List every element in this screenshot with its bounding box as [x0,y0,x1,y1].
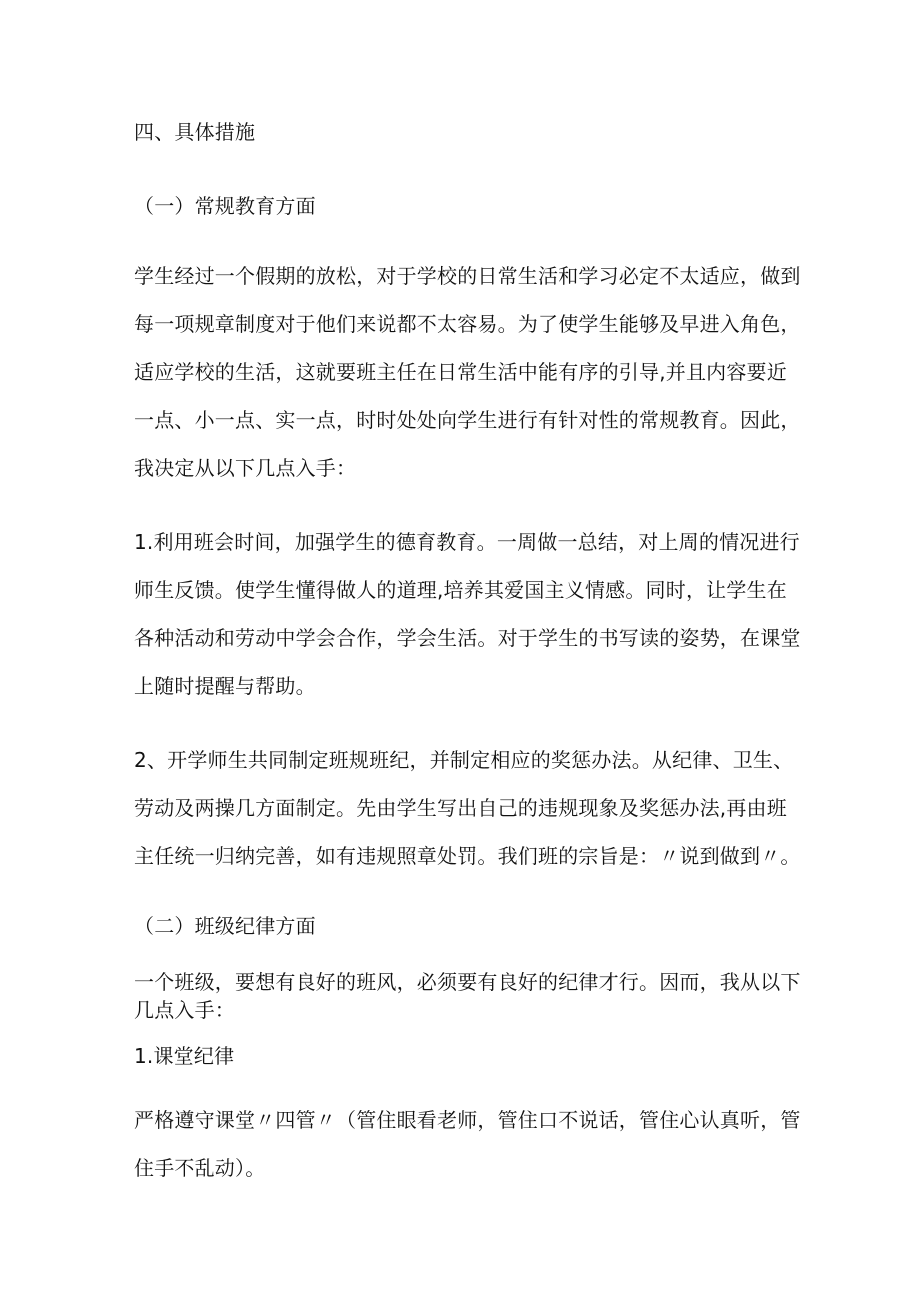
part2-item1-heading: 1.课堂纪律 [134,1044,235,1068]
part1-intro-line-2: 每一项规章制度对于他们来说都不太容易。为了使学生能够及早进入角色， [134,312,801,336]
part1-item2-line-2: 劳动及两操几方面制定。先由学生写出自己的违规现象及奖惩办法,再由班 [134,796,787,820]
section-heading: 四、具体措施 [134,120,256,144]
part1-intro-line-4: 一点、小一点、实一点，时时处处向学生进行有针对性的常规教育。因此， [134,408,801,432]
part1-item1-line-2: 师生反馈。使学生懂得做人的道理,培养其爱国主义情感。同时，让学生在 [134,578,787,602]
part2-item1-body-line-1: 严格遵守课堂〃四管〃（管住眼看老师，管住口不说话，管住心认真听，管 [134,1108,801,1132]
part1-item2-line-1: 2、开学师生共同制定班规班纪，并制定相应的奖惩办法。从纪律、卫生、 [134,748,794,772]
part1-item1-line-3: 各种活动和劳动中学会合作，学会生活。对于学生的书写读的姿势，在课堂 [134,626,801,650]
part2-item1-body-line-2: 住手不乱动）。 [134,1156,266,1180]
part2-intro-line-2: 几点入手： [134,998,235,1022]
part1-item1-line-1: 1.利用班会时间，加强学生的德育教育。一周做一总结，对上周的情况进行 [134,530,800,554]
part1-item1-line-4: 上随时提醒与帮助。 [134,674,316,698]
part1-item2-line-3: 主任统一归纳完善，如有违规照章处罚。我们班的宗旨是：〃说到做到〃。 [134,844,801,868]
part1-heading: （一）常规教育方面 [134,194,316,218]
part1-intro-line-3: 适应学校的生活，这就要班主任在日常生活中能有序的引导,并且内容要近 [134,360,787,384]
part1-intro-line-1: 学生经过一个假期的放松，对于学校的日常生活和学习必定不太适应，做到 [134,264,801,288]
part1-intro-line-5: 我决定从以下几点入手： [134,456,357,480]
part2-intro-line-1: 一个班级，要想有良好的班风，必须要有良好的纪律才行。因而，我从以下 [134,970,801,994]
part2-heading: （二）班级纪律方面 [134,914,316,938]
